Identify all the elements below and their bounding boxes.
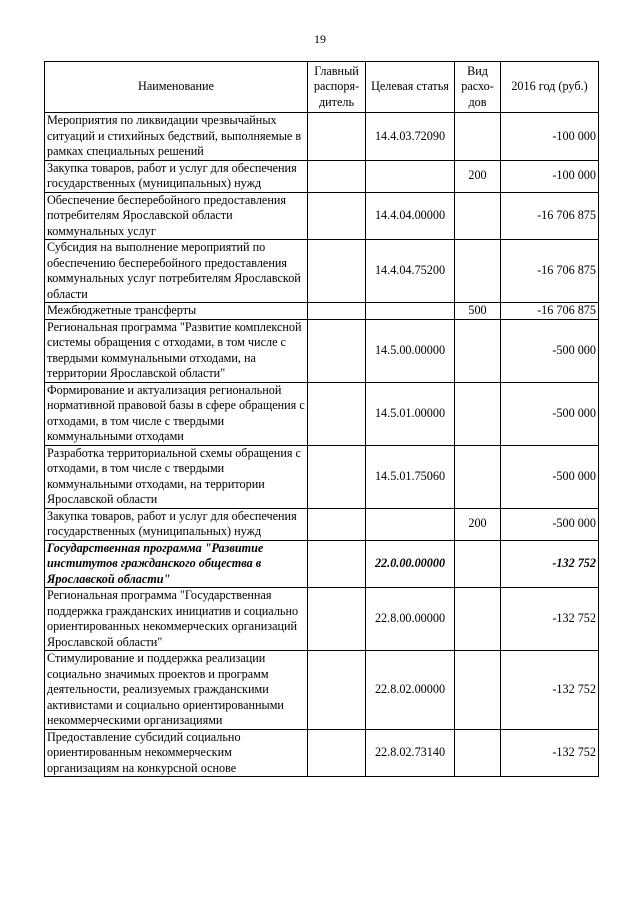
cell-name: Мероприятия по ликвидации чрезвычайных ситуаций и стихийных бедствий, выполняемые в рамках специальных решений [45,113,308,161]
header-type: Вид расхо-дов [455,62,501,113]
cell-name: Обеспечение бесперебойного предоставления потребителям Ярославской области коммунальных услуг [45,192,308,240]
header-article: Целевая статья [366,62,455,113]
cell-manager [308,240,366,303]
cell-article: 14.5.01.00000 [366,382,455,445]
table-row [45,588,599,651]
table-row [45,240,599,303]
cell-manager [308,540,366,588]
cell-amount: -100 000 [501,113,599,161]
cell-name: Формирование и актуализация региональной нормативной правовой базы в сфере обращения с отходами, в том числе с твердыми коммунальными отходами [45,382,308,445]
table-row [45,192,599,240]
table-row [45,729,599,777]
cell-amount: -132 752 [501,588,599,651]
page-number: 19 [314,32,326,46]
budget-table [44,61,599,777]
table-row [45,382,599,445]
cell-name: Региональная программа "Развитие комплексной системы обращения с отходами, в том числе с твердыми коммунальными отходами, на территории Ярославской области" [45,319,308,382]
cell-type [455,445,501,508]
cell-manager [308,588,366,651]
cell-article [366,303,455,320]
table-row [45,445,599,508]
cell-article [366,508,455,540]
cell-amount: -500 000 [501,319,599,382]
table-row [45,651,599,730]
cell-name: Разработка территориальной схемы обращения с отходами, в том числе с твердыми коммунальными отходами, на территории Ярославской области [45,445,308,508]
cell-type [455,540,501,588]
cell-article: 22.0.00.00000 [366,540,455,588]
cell-manager [308,319,366,382]
cell-amount: -100 000 [501,160,599,192]
cell-type [455,319,501,382]
table-header-row [45,62,599,113]
cell-manager [308,382,366,445]
cell-article [366,160,455,192]
cell-name: Региональная программа "Государственная поддержка гражданских инициатив и социально ориентированных некоммерческих организаций Ярославской области" [45,588,308,651]
cell-manager [308,729,366,777]
cell-article: 14.5.00.00000 [366,319,455,382]
cell-name: Межбюджетные трансферты [45,303,308,320]
cell-amount: -500 000 [501,508,599,540]
cell-type: 200 [455,160,501,192]
cell-amount: -500 000 [501,445,599,508]
cell-manager [308,651,366,730]
cell-type [455,113,501,161]
cell-amount: -132 752 [501,540,599,588]
table-row [45,319,599,382]
table-row [45,508,599,540]
cell-manager [308,303,366,320]
cell-type [455,729,501,777]
cell-amount: -16 706 875 [501,192,599,240]
cell-type [455,382,501,445]
cell-type [455,651,501,730]
cell-amount: -132 752 [501,729,599,777]
table-row [45,303,599,320]
cell-article: 14.4.04.00000 [366,192,455,240]
cell-manager [308,160,366,192]
header-name: Наименование [45,62,308,113]
cell-amount: -132 752 [501,651,599,730]
cell-manager [308,445,366,508]
cell-article: 22.8.02.73140 [366,729,455,777]
cell-name: Государственная программа "Развитие институтов гражданского общества в Ярославской области" [45,540,308,588]
cell-name: Предоставление субсидий социально ориентированным некоммерческим организациям на конкурсной основе [45,729,308,777]
cell-name: Стимулирование и поддержка реализации социально значимых проектов и программ деятельности, реализуемых гражданскими активистами и социально ориентированными некоммерческими организациями [45,651,308,730]
cell-article: 14.5.01.75060 [366,445,455,508]
header-manager: Главный распоря-дитель [308,62,366,113]
cell-type [455,240,501,303]
cell-type: 500 [455,303,501,320]
cell-article: 22.8.00.00000 [366,588,455,651]
cell-name: Закупка товаров, работ и услуг для обеспечения государственных (муниципальных) нужд [45,160,308,192]
cell-article: 14.4.03.72090 [366,113,455,161]
cell-article: 14.4.04.75200 [366,240,455,303]
header-amount: 2016 год (руб.) [501,62,599,113]
cell-amount: -16 706 875 [501,240,599,303]
cell-type [455,588,501,651]
cell-type [455,192,501,240]
cell-manager [308,508,366,540]
cell-name: Субсидия на выполнение мероприятий по обеспечению бесперебойного предоставления коммунальных услуг потребителям Ярославской области [45,240,308,303]
cell-manager [308,113,366,161]
cell-type: 200 [455,508,501,540]
table-row [45,540,599,588]
cell-amount: -16 706 875 [501,303,599,320]
cell-name: Закупка товаров, работ и услуг для обеспечения государственных (муниципальных) нужд [45,508,308,540]
table-row [45,113,599,161]
cell-article: 22.8.02.00000 [366,651,455,730]
cell-amount: -500 000 [501,382,599,445]
table-row [45,160,599,192]
cell-manager [308,192,366,240]
